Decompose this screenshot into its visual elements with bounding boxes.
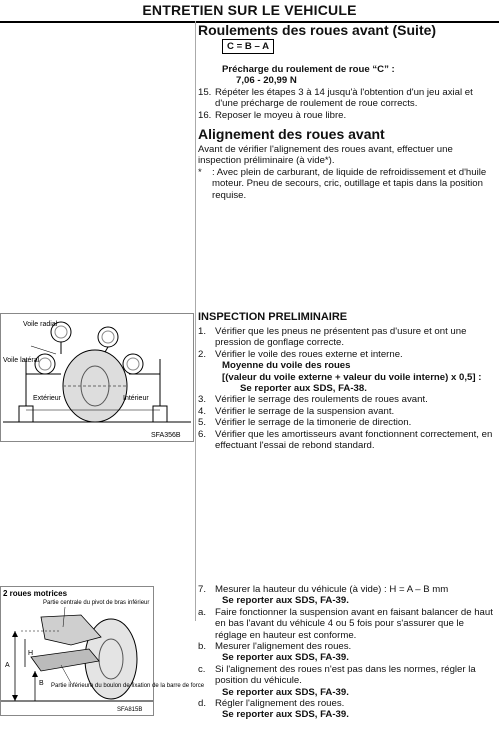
sub-step-b: b. Mesurer l'alignement des roues. bbox=[198, 641, 352, 653]
step-15: 15. Répéter les étapes 3 à 14 jusqu'à l'obtention d'un jeu axial et d'une précharge de roulement de roue corrects. bbox=[198, 87, 473, 110]
alignment-intro: Avant de vérifier l'alignement des roues avant, effectuer une inspection préliminaire (à vide*). bbox=[198, 144, 453, 167]
precharge-label: Précharge du roulement de roue “C” : bbox=[222, 64, 395, 75]
label-b: B bbox=[39, 680, 44, 687]
inspection-item-2: 2. Vérifier le voile des roues externe et interne. bbox=[198, 348, 403, 360]
label-exterieur: Extérieur bbox=[33, 395, 62, 402]
label-interieur: Intérieur bbox=[123, 395, 149, 402]
height-procedure bbox=[198, 584, 493, 721]
moyenne-formula: [(valeur du voile externe + valeur du voile interne) x 0,5] : bbox=[222, 371, 482, 383]
formula-box: C = B – A bbox=[222, 39, 274, 54]
precharge-value: 7,06 - 20,99 N bbox=[236, 75, 297, 86]
label-a: A bbox=[5, 662, 10, 669]
sub-step-d: d. Régler l'alignement des roues. bbox=[198, 698, 345, 710]
sub-step-c-ref: Se reporter aux SDS, FA-39. bbox=[222, 686, 349, 698]
inspection-item-3: 3. Vérifier le serrage des roulements de roues avant. bbox=[198, 394, 428, 406]
alignment-note: * : Avec plein de carburant, de liquide de refroidissement et d'huile moteur. Pneu de secours, cric, outillage et tapis dans la position requise. bbox=[198, 167, 487, 201]
inspection-item-6: 6. Vérifier que les amortisseurs avant fonctionnent correctement, en effectuant l'essai de rebond standard. bbox=[198, 428, 493, 452]
label-pivot: Partie centrale du pivot de bras inférieur bbox=[43, 600, 150, 606]
step-7-ref: Se reporter aux SDS, FA-39. bbox=[222, 595, 349, 607]
wheel-runout-illustration bbox=[1, 314, 193, 441]
label-voile-radial: Voile radial bbox=[23, 321, 58, 328]
section-title-roulements: Roulements des roues avant (Suite) bbox=[198, 22, 437, 38]
figure-wheel-runout bbox=[0, 313, 194, 442]
page-header bbox=[0, 0, 499, 23]
column-divider bbox=[195, 21, 196, 621]
inspection-item-4: 4. Vérifier le serrage de la suspension avant. bbox=[198, 405, 395, 417]
section-title-alignement: Alignement des roues avant bbox=[198, 126, 385, 142]
page-title: ENTRETIEN SUR LE VEHICULE bbox=[142, 2, 357, 18]
section-title-inspection: INSPECTION PRELIMINAIRE bbox=[198, 311, 348, 323]
vehicle-height-illustration bbox=[1, 587, 205, 715]
inspection-item-5: 5. Vérifier le serrage de la timonerie de direction. bbox=[198, 417, 412, 429]
sub-step-b-ref: Se reporter aux SDS, FA-39. bbox=[222, 652, 349, 664]
figure-vehicle-height bbox=[0, 586, 205, 716]
inspection-list bbox=[198, 326, 493, 451]
step-7: 7. Mesurer la hauteur du véhicule (à vide) : H = A – B mm bbox=[198, 584, 449, 595]
sub-step-d-ref: Se reporter aux SDS, FA-39. bbox=[222, 709, 349, 721]
moyenne-title: Moyenne du voile des roues bbox=[222, 360, 351, 372]
inspection-item-1: 1. Vérifier que les pneus ne présentent pas d'usure et ont une pression de gonflage correcte. bbox=[198, 326, 467, 349]
label-h: H bbox=[28, 650, 34, 657]
moyenne-ref: Se reporter aux SDS, FA-38. bbox=[240, 383, 367, 395]
step-16: 16. Reposer le moyeu à roue libre. bbox=[198, 109, 347, 121]
label-boulon: Partie inférieure du boulon de fixation de la barre de force bbox=[51, 683, 205, 689]
figure-code-sfa815b: SFA815B bbox=[117, 707, 143, 713]
figure-code-sfa356b: SFA356B bbox=[151, 432, 181, 439]
sub-step-a: a. Faire fonctionner la suspension avant en faisant balancer de haut en bas l'avant du véhicule 4 ou 5 fois pour s'assurer que le réglage en hauteur est conforme. bbox=[198, 606, 493, 641]
sub-step-c: c. Si l'alignement des roues n'est pas dans les normes, régler la position du véhicule. bbox=[198, 663, 476, 687]
sec1-steps bbox=[198, 87, 493, 121]
label-voile-lateral: Voile latéral bbox=[3, 357, 40, 364]
label-2-roues-motrices: 2 roues motrices bbox=[3, 589, 68, 598]
